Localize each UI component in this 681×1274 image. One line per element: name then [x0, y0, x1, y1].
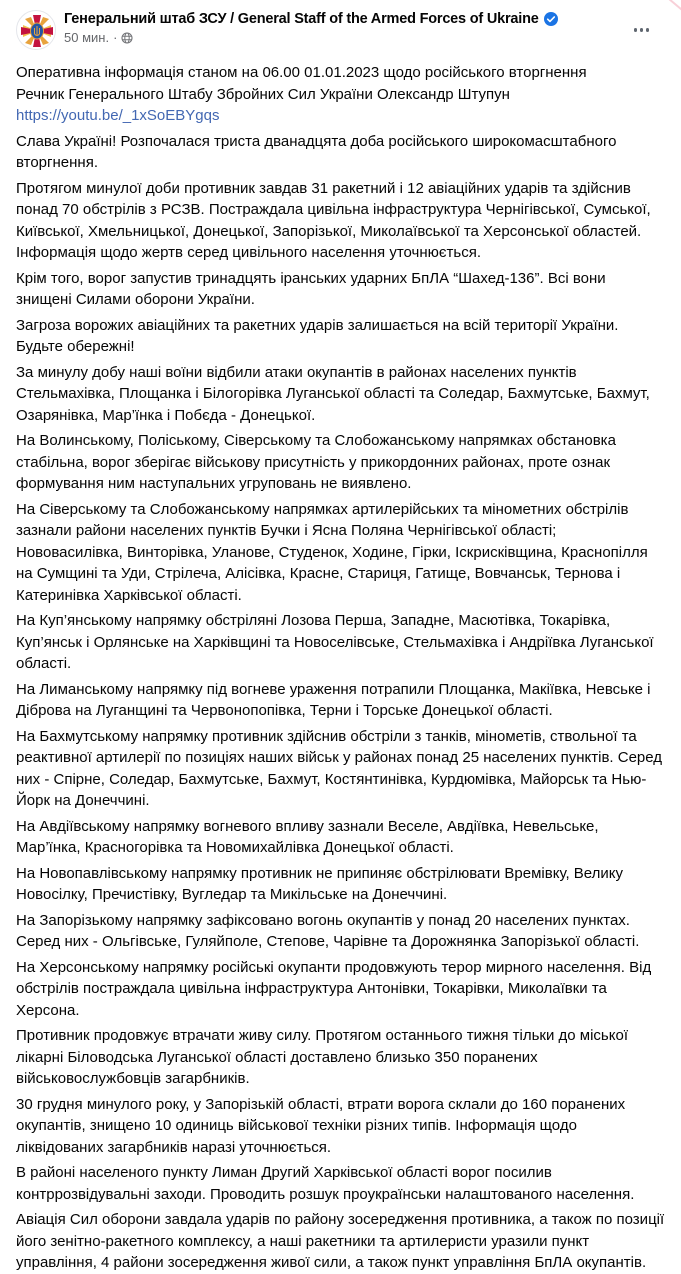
post-paragraph: На Авдіївському напрямку вогневого впливу зазнали Веселе, Авдіївка, Невельське, Мар’їнка, Красногорівка та Новомихайлівка Донецької області.	[16, 817, 599, 856]
post-paragraph: 30 грудня минулого року, у Запорізькій області, втрати ворога склали до 160 поранених окупантів, знищено 10 одиниць військової техніки різних типів. Інформація щодо ліквідованих загарбників наразі уточнюється.	[16, 1095, 626, 1156]
post-header	[16, 10, 665, 50]
corner-red-artifact	[665, 0, 681, 12]
more-options-button[interactable]	[630, 22, 654, 38]
post-paragraph: На Куп’янському напрямку обстріляні Лозова Перша, Западне, Масютівка, Токарівка, Куп’янськ і Орлянське на Харківщині та Новоселівське, Стельмахівка і Андріївка Луганської області.	[16, 612, 654, 672]
post-paragraph: Слава Україні! Розпочалася триста дванадцята доба російського широкомасштабного вторгнення.	[16, 132, 617, 171]
post-intro-line2: Речник Генерального Штабу Збройних Сил України Олександр Штупун	[16, 85, 510, 103]
page-name[interactable]: Генеральний штаб ЗСУ / General Staff of the Armed Forces of Ukraine	[64, 11, 539, 27]
globe-public-icon	[121, 32, 133, 44]
post-paragraph: На Бахмутському напрямку противник здійснив обстріли з танків, мінометів, ствольної та реактивної артилерії по позиціях наших військ у районах понад 25 населених пунктів. Серед них - Спірне, Соледар, Бахмутське, Бахмут, Костянтинівка, Курдюмівка, Майорськ та Нью-Йорк на Донеччині.	[16, 727, 663, 809]
post-intro-line1: Оперативна інформація станом на 06.00 01.01.2023 щодо російського вторгнення	[16, 64, 587, 81]
verified-badge-icon	[544, 12, 558, 26]
post-paragraph: Авіація Сил оборони завдала ударів по району зосередження противника, а також по позиції його зенітно-ракетного комплексу, а наші ракетники та артилеристи уразили пункт управління, 4 райони зосередження живої сили, а також пункт управління БпЛА окупантів.	[16, 1211, 665, 1271]
general-staff-emblem-icon	[17, 11, 56, 50]
post-paragraph: В районі населеного пункту Лиман Другий Харківської області ворог посилив контррозвідувальні заходи. Проводить розшук проукраїнськи налаштованого населення.	[16, 1164, 635, 1203]
post-paragraph: Противник продовжує втрачати живу силу. Протягом останнього тижня тільки до міської лікарні Біловодська Луганської області доставлено близько 350 поранених військовослужбовців загарбників.	[16, 1027, 628, 1087]
post-paragraph: На Сіверському та Слобожанському напрямках артилерійських та мінометних обстрілів зазнали райони населених пунктів Бучки і Ясна Поляна Чернігівської області; Нововасилівка, Винторівка, Уланове, Студенок, Ходине, Гірки, Іскрисківщина, Краснопілля на Сумщині та Уди, Стрілеча, Алісівка, Красне, Стариця, Гатище, Вовчанськ, Тернова і Катеринівка Харківської області.	[16, 500, 648, 604]
post-paragraph: На Запорізькому напрямку зафіксовано вогонь окупантів у понад 20 населених пунктах. Серед них - Ольгівське, Гуляйполе, Степове, Чарівне та Дорожнянка Запорізької області.	[16, 911, 640, 950]
meta-separator: ·	[113, 30, 118, 45]
post-paragraph: На Херсонському напрямку російські окупанти продовжують терор мирного населення. Від обстрілів постраждала цивільна інфраструктура Антонівки, Токарівки, Миколаївки та Херсона.	[16, 958, 652, 1019]
post-paragraph: На Волинському, Поліському, Сіверському та Слобожанському напрямках обстановка стабільна, ворог зберігає військову присутність у прикордонних районах, проте ознак формування ним наступальних угруповань не виявлено.	[16, 432, 616, 492]
post-body	[16, 62, 665, 1274]
post-link[interactable]: https://youtu.be/_1xSoEBYgqs	[16, 107, 220, 124]
post-paragraph: Крім того, ворог запустив тринадцять іранських ударних БпЛА “Шахед-136”. Всі вони знищені Силами оборони України.	[16, 269, 606, 308]
timestamp[interactable]: 50 мин.	[64, 30, 110, 45]
post-paragraph: Загроза ворожих авіаційних та ракетних ударів залишається на всій території України. Будьте обережні!	[16, 316, 619, 355]
header-text	[64, 10, 665, 45]
page-avatar[interactable]	[16, 10, 56, 50]
post-intro	[16, 62, 665, 127]
post-paragraph: На Лиманському напрямку під вогневе ураження потрапили Площанка, Макіївка, Невське і Діброва на Луганщині та Червонопопівка, Терни і Торське Донецької області.	[16, 680, 651, 719]
post-paragraph: Протягом минулої доби противник завдав 31 ракетний і 12 авіаційних ударів та здійснив понад 70 обстрілів з РСЗВ. Постраждала цивільна інфраструктура Чернігівської, Сумської, Київської, Хмельницької, Донецької, Запорізької, Миколаївської та Херсонської областей. Інформація щодо жертв серед цивільного населення уточнюється.	[16, 179, 651, 261]
post-paragraph: На Новопавлівському напрямку противник не припиняє обстрілювати Времівку, Велику Новосілку, Пречистівку, Вугледар та Микільське на Донеччині.	[16, 864, 624, 903]
post-meta	[64, 30, 665, 45]
post-paragraph: За минулу добу наші воїни відбили атаки окупантів в районах населених пунктів Стельмахівка, Площанка і Білогорівка Луганської області та Соледар, Бахмутське, Бахмут, Озарянівка, Мар’їнка і Побєда - Донецької.	[16, 363, 650, 424]
